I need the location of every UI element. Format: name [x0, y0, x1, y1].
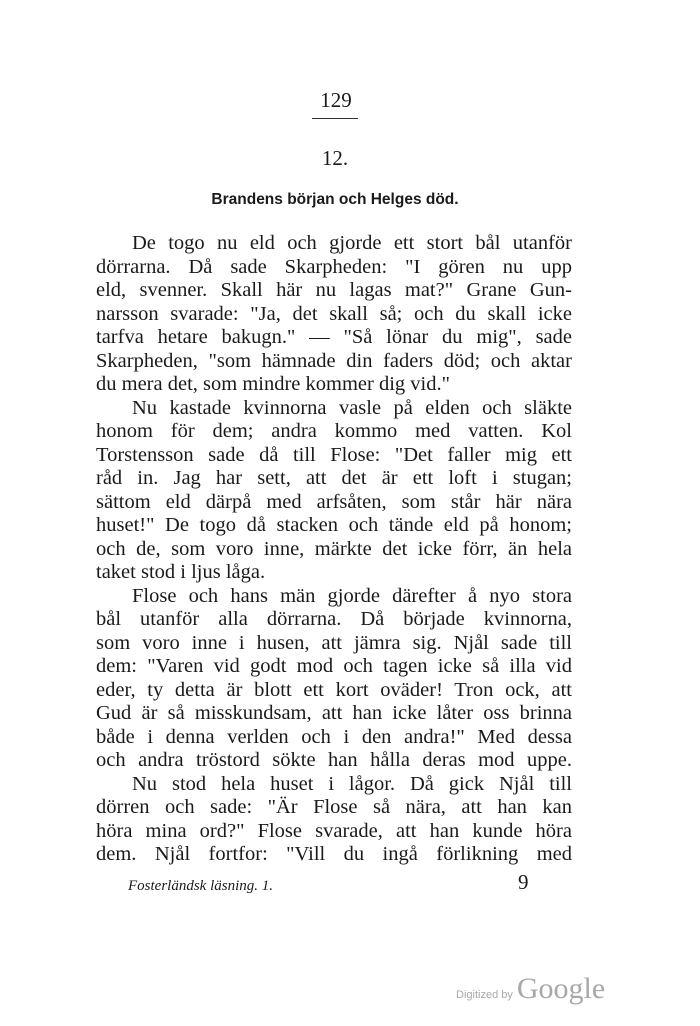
text-line: dem: "Varen vid godt mod och tagen icke så illa vid: [96, 655, 572, 677]
text-line: som voro inne i husen, att jämra sig. Njål sade till: [96, 631, 572, 654]
text-line: eld, svenner. Skall här nu lagas mat?" Grane Gun-: [96, 279, 572, 301]
text-line: Nu stod hela huset i lågor. Då gick Njål till: [132, 772, 572, 795]
chapter-title: Brandens början och Helges död.: [211, 191, 459, 208]
text-line: eder, ty detta är blott ett kort oväder! Tron ock, att: [96, 678, 572, 701]
digitized-by-watermark: [456, 974, 605, 1004]
text-line: dörren och sade: "Är Flose så nära, att han kan: [96, 796, 572, 818]
text-line: Torstensson sade då till Flose: "Det faller mig ett: [96, 443, 572, 466]
text-line: du mera det, som mindre kommer dig vid.": [96, 373, 450, 395]
text-line: Skarpheden, "som hämnade din faders död; och aktar: [96, 349, 572, 372]
text-line: taket stod i ljus låga.: [96, 561, 266, 583]
text-line: tarfva hetare bakugn." — "Så lönar du mig", sade: [96, 326, 572, 348]
signature-number: 9: [518, 870, 529, 894]
page-number: 129: [320, 88, 352, 112]
page-number-rule: [312, 118, 358, 119]
text-line: Nu kastade kvinnorna vasle på elden och släkte: [132, 396, 572, 419]
text-line: och andra tröstord sökte han hålla deras mod uppe.: [96, 749, 572, 771]
digitized-label: Digitized by: [456, 989, 513, 1001]
text-line: Flose och hans män gjorde därefter å nyo stora: [132, 584, 572, 607]
text-line: råd in. Jag har sett, att det är ett loft i stugan;: [96, 467, 572, 489]
text-line: narsson svarade: "Ja, det skall så; och du skall icke: [96, 302, 572, 325]
text-line: höra mina ord?" Flose svarade, att han kunde höra: [96, 819, 572, 842]
text-line: honom för dem; andra kommo med vatten. Kol: [96, 420, 572, 442]
text-line: sättom eld därpå med arfsåten, som står här nära: [96, 490, 572, 513]
printer-signature: Fosterländsk läsning. 1.: [128, 878, 273, 894]
text-line: dörrarna. Då sade Skarpheden: "I gören nu upp: [96, 255, 572, 278]
text-line: huset!" De togo då stacken och tände eld på honom;: [96, 514, 572, 536]
text-line: både i denna verlden och i den andra!" Med dessa: [96, 725, 572, 748]
text-line: bål utanför alla dörrarna. Då började kvinnorna,: [96, 608, 572, 630]
text-line: De togo nu eld och gjorde ett stort bål utanför: [132, 232, 572, 254]
text-line: och de, som voro inne, märkte det icke förr, än hela: [96, 537, 572, 560]
text-line: Gud är så misskundsam, att han icke låter oss brinna: [96, 702, 572, 724]
body-text: [96, 232, 572, 867]
text-line: dem. Njål fortfor: "Vill du ingå förlikning med: [96, 843, 572, 865]
chapter-number: 12.: [321, 146, 349, 170]
google-logo: Google: [516, 972, 606, 1005]
